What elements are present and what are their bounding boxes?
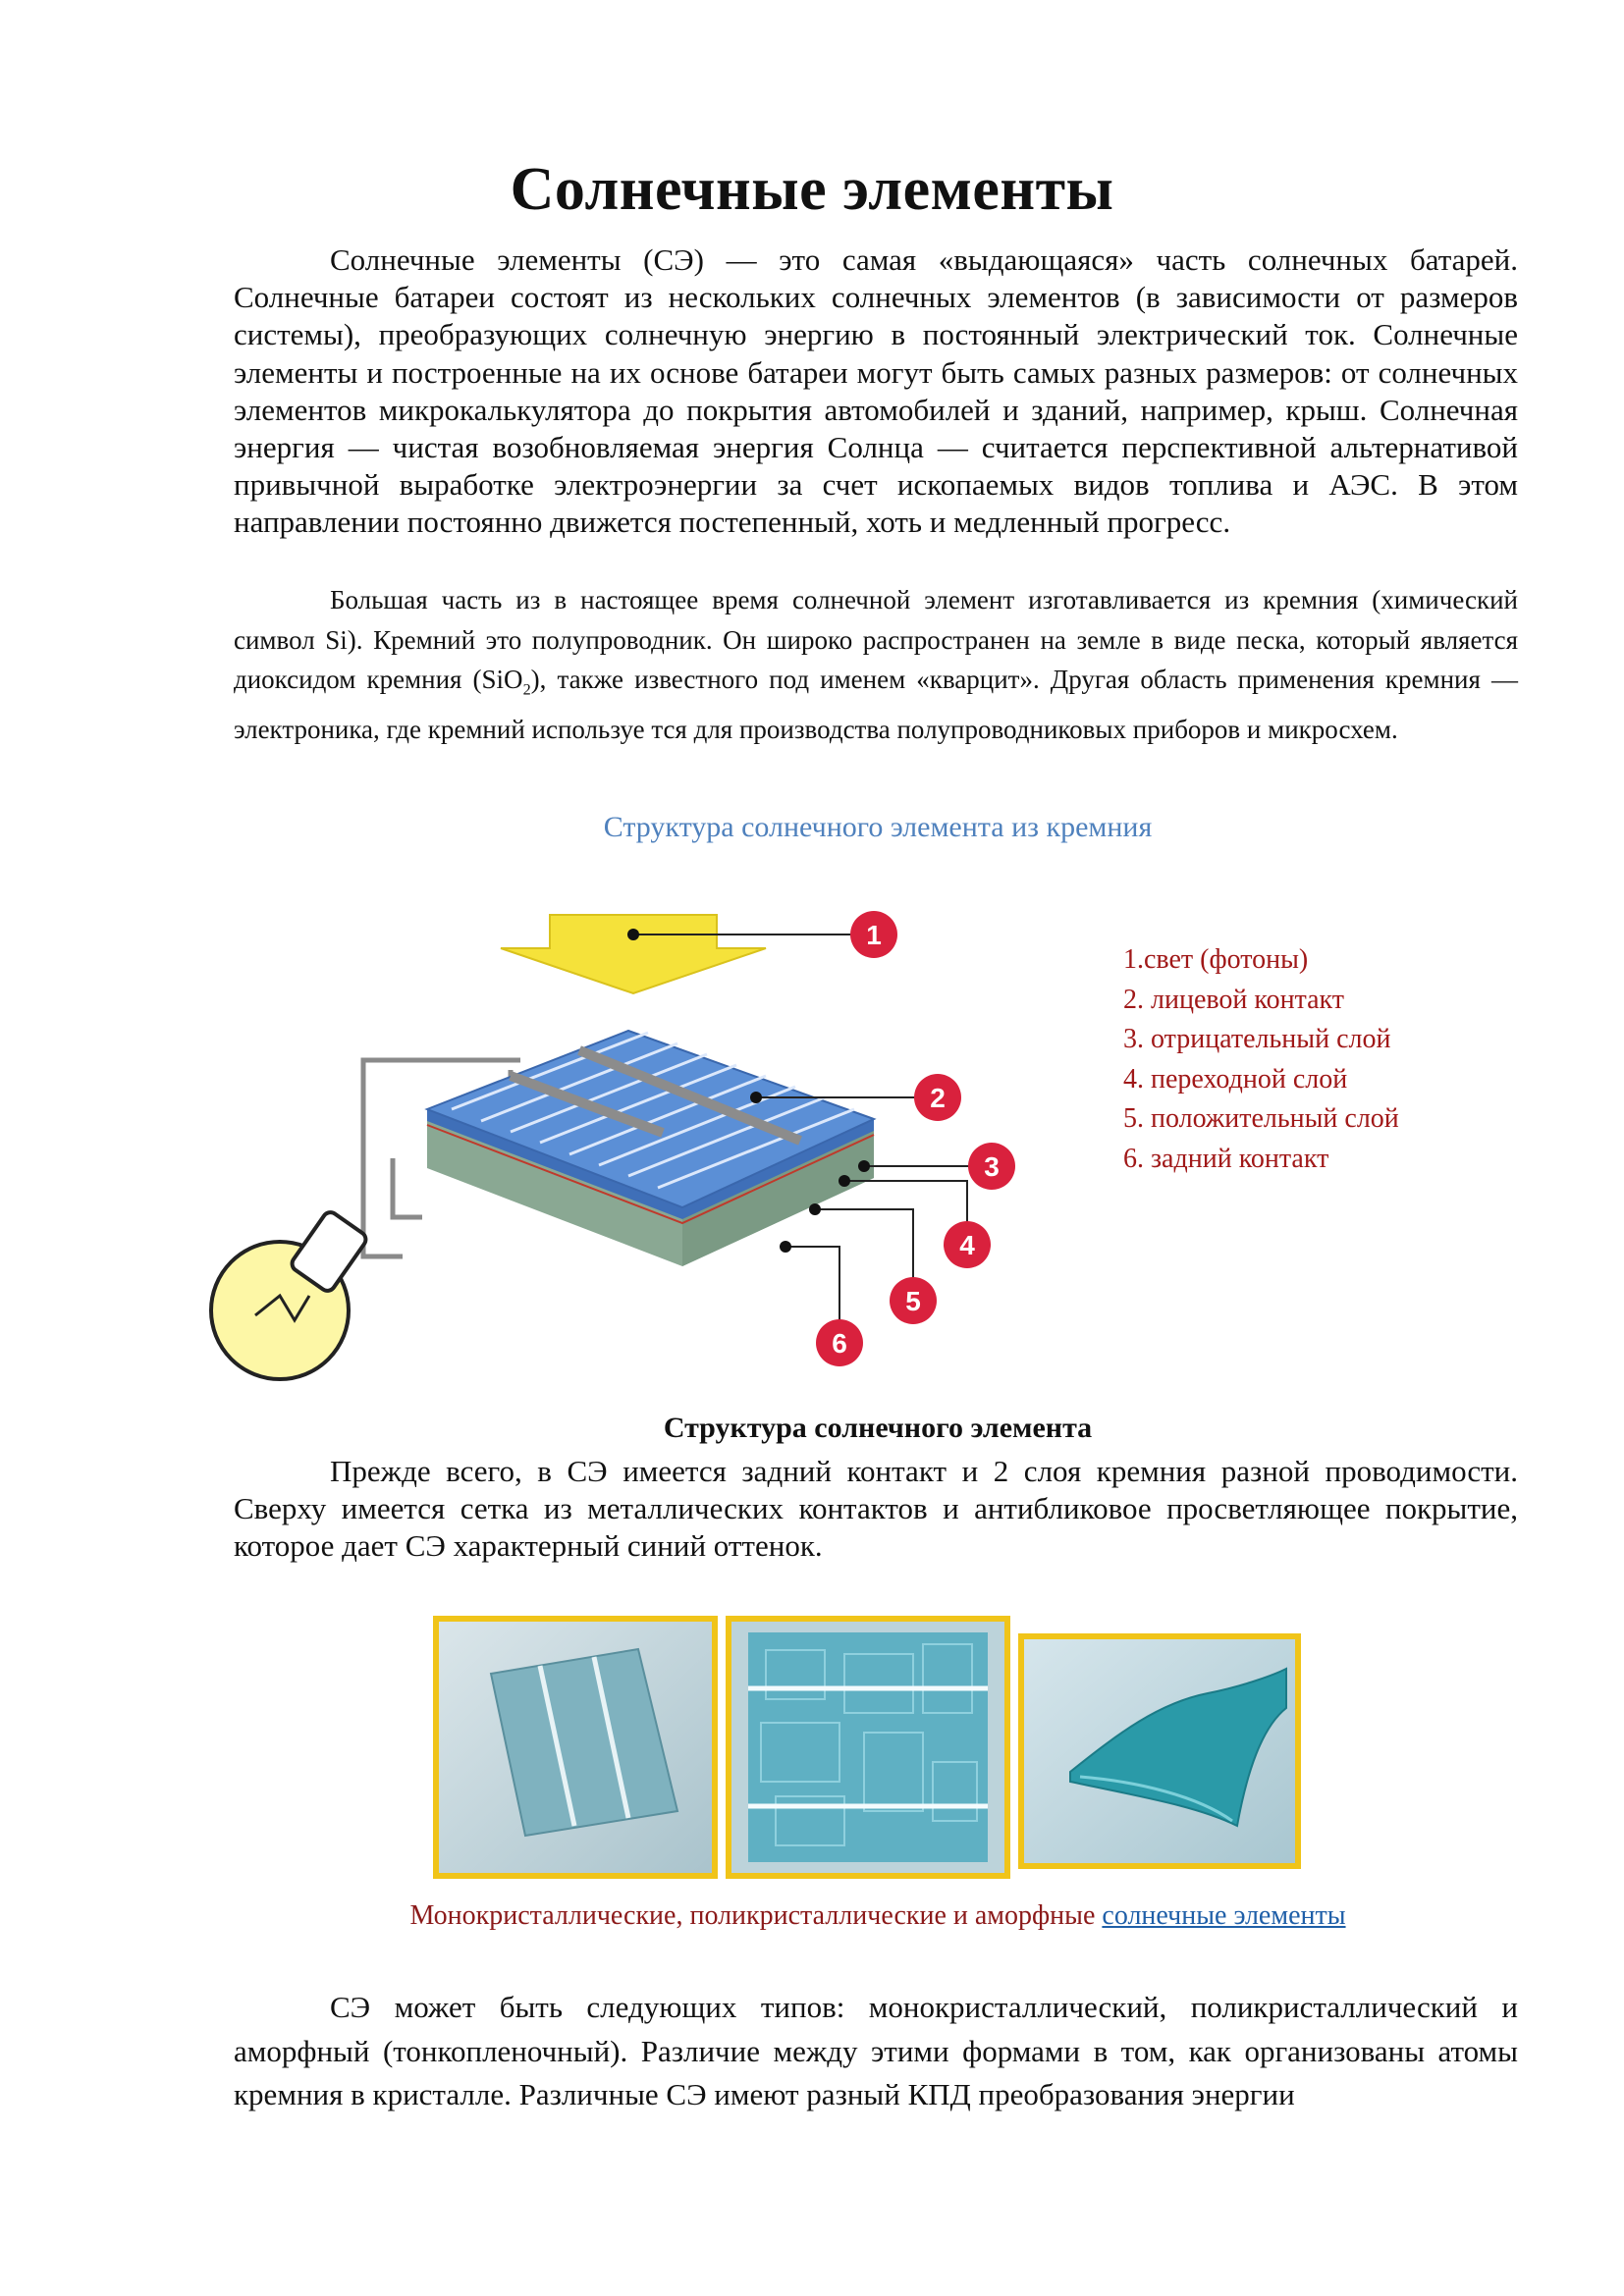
legend-item: 5. положительный слой	[1123, 1103, 1399, 1134]
leader-dot	[780, 1241, 791, 1253]
marker-label: 5	[905, 1286, 921, 1316]
amorphous-cell-photo	[1021, 1636, 1298, 1866]
page-title: Солнечные элементы	[510, 156, 1114, 223]
caption-text: Монокристаллические, поликристаллические и аморфные	[409, 1900, 1103, 1931]
leader-dot	[809, 1203, 821, 1215]
marker-label: 2	[930, 1083, 946, 1113]
leader-line	[785, 1247, 839, 1320]
marker-5	[890, 1277, 937, 1324]
marker-4	[944, 1221, 991, 1268]
formula-subscript: 2	[522, 680, 531, 699]
solar-cells-link[interactable]: солнечные элементы	[1102, 1900, 1346, 1931]
legend-item: 4. переходной слой	[1123, 1063, 1348, 1095]
paragraph-intro: Солнечные элементы (СЭ) — это самая «выдающаяся» часть солнечных батарей. Солнечные батареи состоят из нескольких солнечных элементов (в зависимости от размеров системы), преобразующих солнечную энергию в постоянный электрический ток. Солнечные элементы и построенные на их основе батареи могут быть самых разных размеров: от солнечных элементов микрокалькулятора до покрытия автомобилей и зданий, например, крыш. Солнечная энергия — чистая возобновляемая энергия Солнца — считается перспективной альтернативой привычной выработке электроэнергии за счет ископаемых видов топлива и АЭС. В этом направлении постоянно движется постепенный, хоть и медленный прогресс.	[234, 242, 1518, 540]
legend-item: 1.свет (фотоны)	[1123, 944, 1309, 975]
monocrystalline-cell-photo	[436, 1619, 715, 1876]
marker-3	[968, 1143, 1015, 1190]
marker-6	[816, 1319, 863, 1366]
paragraph-silicon-text-a: Большая часть из в настоящее время солнечной элемент изготавливается из кремния (химический символ Si). Кремний это полупроводник. Он широко распространен на земле в виде песка, который является диоксидом кремния (SiO	[234, 585, 1518, 694]
legend-item: 2. лицевой контакт	[1123, 984, 1345, 1015]
figure-title-cell-structure: Структура солнечного элемента	[663, 1412, 1093, 1444]
cell-types-photos	[432, 1615, 1316, 1890]
paragraph-structure: Прежде всего, в СЭ имеется задний контакт и 2 слоя кремния разной проводимости. Сверху имеется сетка из металлических контактов и антибликовое просветляющее покрытие, которое дает СЭ характерный синий оттенок.	[234, 1454, 1518, 1564]
marker-label: 6	[832, 1328, 847, 1359]
light-arrow-icon	[501, 915, 766, 993]
marker-1	[850, 911, 897, 958]
figure-caption-cell-types	[0, 1900, 1624, 1932]
leader-dot	[839, 1175, 850, 1187]
leader-dot	[858, 1160, 870, 1172]
solar-cell-diagram	[187, 883, 1110, 1394]
light-bulb-icon	[211, 1209, 369, 1379]
legend-item: 3. отрицательный слой	[1123, 1024, 1391, 1054]
marker-2	[914, 1074, 961, 1121]
paragraph-types: СЭ может быть следующих типов: монокристаллический, поликристаллический и аморфный (тонкопленочный). Различие между этими формами в том, как организованы атомы кремния в кристалле. Различные СЭ имеют разный КПД преобразования энергии	[234, 1990, 1518, 2111]
figure-heading-silicon-structure: Структура солнечного элемента из кремния	[603, 811, 1153, 843]
marker-label: 4	[959, 1230, 975, 1260]
paragraph-silicon-text-b: ), также известного под именем «кварцит». Другая область применения кремния — электроника, где кремний используе тся для производства полупроводниковых приборов и микросхем.	[234, 665, 1518, 744]
paragraph-silicon	[234, 580, 1518, 749]
leader-line	[844, 1181, 967, 1222]
marker-label: 1	[866, 920, 882, 950]
leader-line	[815, 1209, 913, 1278]
wire-back	[393, 1158, 422, 1217]
polycrystalline-cell-photo	[729, 1619, 1007, 1876]
leader-dot	[750, 1092, 762, 1103]
diagram-legend	[1123, 940, 1399, 1179]
marker-label: 3	[984, 1151, 1000, 1182]
legend-item: 6. задний контакт	[1123, 1143, 1329, 1174]
leader-dot	[627, 929, 639, 940]
